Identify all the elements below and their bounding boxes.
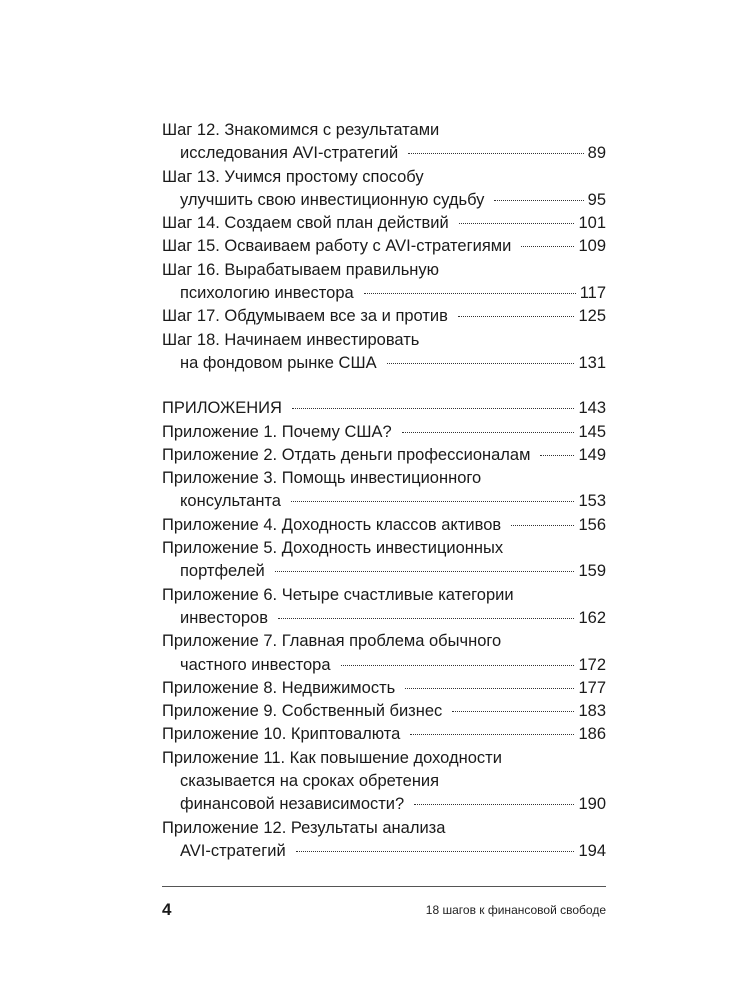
dot-leader	[511, 525, 574, 526]
dot-leader	[275, 571, 575, 572]
appendix-entry-line[interactable]	[162, 700, 606, 723]
step-entry-line[interactable]	[162, 166, 606, 189]
appendix-entry-title: Приложение 5. Доходность инвестиционных	[162, 539, 504, 558]
step-entry-title: исследования AVI-стратегий	[180, 144, 399, 163]
appendix-entry-line[interactable]	[162, 723, 606, 746]
appendix-entry-title: Приложение 9. Собственный бизнес	[162, 702, 443, 721]
appendix-entry-title: сказывается на сроках обретения	[180, 772, 440, 791]
appendix-entry-page: 190	[578, 795, 606, 814]
step-entry-line[interactable]	[162, 142, 606, 165]
dot-leader	[458, 316, 575, 317]
step-entry-page: 101	[578, 214, 606, 233]
step-entry-page: 95	[587, 190, 606, 209]
appendix-entry-line[interactable]	[162, 537, 606, 560]
appendix-entry-title: Приложение 4. Доходность классов активов	[162, 515, 502, 534]
dot-leader	[521, 246, 574, 247]
table-of-contents	[162, 119, 606, 863]
appendix-entry-line[interactable]	[162, 467, 606, 490]
appendix-entry-line[interactable]	[162, 421, 606, 444]
appendix-entry-title: Приложение 2. Отдать деньги профессионалам	[162, 445, 531, 464]
step-entry-line[interactable]	[162, 305, 606, 328]
step-entry-title: Шаг 12. Знакомимся с результатами	[162, 121, 440, 139]
appendix-entry-line[interactable]	[162, 514, 606, 537]
dot-leader	[540, 455, 574, 456]
step-entry-page: 89	[587, 144, 606, 163]
step-entry-line[interactable]	[162, 189, 606, 212]
appendix-entry-title: Приложение 12. Результаты анализа	[162, 818, 446, 837]
appendix-entry-line[interactable]	[162, 840, 606, 863]
appendix-entry-page: 177	[578, 678, 606, 697]
step-entry-title: психологию инвестора	[180, 284, 354, 303]
appendix-header-entry[interactable]	[162, 397, 606, 420]
appendix-entry-page: 162	[578, 608, 606, 627]
appendix-entry-page: 145	[578, 422, 606, 441]
appendix-entry-title: Приложение 10. Криптовалюта	[162, 725, 401, 744]
step-entry-page: 109	[578, 237, 606, 256]
footer-rule	[162, 886, 606, 887]
appendix-entry-line[interactable]	[162, 490, 606, 513]
step-entry-page: 131	[578, 353, 606, 372]
step-entry-page: 117	[579, 284, 606, 303]
appendix-entry-title: Приложение 1. Почему США?	[162, 422, 392, 441]
step-entry-title: на фондовом рынке США	[180, 353, 377, 372]
appendix-entry-line[interactable]	[162, 444, 606, 467]
dot-leader	[291, 501, 574, 502]
appendix-header-title: ПРИЛОЖЕНИЯ	[162, 399, 282, 418]
appendix-entry-title: AVI-стратегий	[180, 841, 286, 860]
appendix-entry-page: 149	[578, 445, 606, 464]
appendix-entry-line[interactable]	[162, 770, 606, 793]
appendix-entry-line[interactable]	[162, 793, 606, 816]
appendix-entry-page: 194	[578, 841, 606, 860]
appendix-entry-title: частного инвестора	[180, 655, 331, 674]
appendix-entry-line[interactable]	[162, 817, 606, 840]
appendix-entry-page: 172	[578, 655, 606, 674]
appendices-section	[162, 421, 606, 864]
step-entry-line[interactable]	[162, 119, 606, 142]
appendix-entry-title: Приложение 8. Недвижимость	[162, 678, 396, 697]
appendix-entry-title: портфелей	[180, 562, 265, 581]
step-entry-line[interactable]	[162, 235, 606, 258]
appendix-entry-page: 153	[578, 492, 606, 511]
appendix-entry-title: Приложение 3. Помощь инвестиционного	[162, 469, 482, 488]
step-entry-title: Шаг 13. Учимся простому способу	[162, 167, 424, 186]
appendix-entry-page: 186	[578, 725, 606, 744]
appendix-entry-title: финансовой независимости?	[180, 795, 405, 814]
dot-leader	[278, 618, 574, 619]
appendix-entry-page: 183	[578, 702, 606, 721]
appendix-entry-title: Приложение 7. Главная проблема обычного	[162, 632, 502, 651]
appendix-entry-line[interactable]	[162, 630, 606, 653]
dot-leader	[408, 153, 583, 154]
step-entry-title: Шаг 16. Вырабатываем правильную	[162, 260, 440, 279]
step-entry-line[interactable]	[162, 259, 606, 282]
step-entry-page: 125	[578, 307, 606, 326]
step-entry-line[interactable]	[162, 329, 606, 352]
step-entry-line[interactable]	[162, 282, 606, 305]
dot-leader	[364, 293, 576, 294]
step-entry-title: Шаг 17. Обдумываем все за и против	[162, 307, 448, 326]
appendix-entry-line[interactable]	[162, 654, 606, 677]
appendix-entry-line[interactable]	[162, 607, 606, 630]
step-entry-title: Шаг 14. Создаем свой план действий	[162, 214, 449, 233]
dot-leader	[292, 408, 575, 409]
dot-leader	[296, 851, 575, 852]
dot-leader	[410, 734, 574, 735]
step-entry-line[interactable]	[162, 352, 606, 375]
dot-leader	[459, 223, 575, 224]
appendix-entry-line[interactable]	[162, 584, 606, 607]
dot-leader	[494, 200, 583, 201]
appendix-entry-title: Приложение 11. Как повышение доходности	[162, 748, 502, 767]
appendix-entry-line[interactable]	[162, 560, 606, 583]
appendix-entry-title: консультанта	[180, 492, 281, 511]
appendix-entry-line[interactable]	[162, 747, 606, 770]
step-entry-title: Шаг 18. Начинаем инвестировать	[162, 330, 420, 349]
appendix-header-page: 143	[578, 399, 606, 418]
dot-leader	[341, 665, 575, 666]
dot-leader	[402, 432, 575, 433]
steps-section	[162, 119, 606, 375]
appendix-entry-page: 156	[578, 515, 606, 534]
step-entry-line[interactable]	[162, 212, 606, 235]
page-number: 4	[162, 900, 172, 919]
step-entry-title: Шаг 15. Осваиваем работу с AVI-стратегиями	[162, 237, 512, 256]
section-gap	[162, 375, 606, 397]
appendix-entry-title: инвесторов	[180, 608, 269, 627]
dot-leader	[414, 804, 574, 805]
running-title: 18 шагов к финансовой свободе	[425, 903, 606, 917]
dot-leader	[387, 363, 575, 364]
appendix-entry-line[interactable]	[162, 677, 606, 700]
appendix-entry-title: Приложение 6. Четыре счастливые категории	[162, 585, 514, 604]
dot-leader	[405, 688, 574, 689]
appendix-entry-page: 159	[578, 562, 606, 581]
step-entry-title: улучшить свою инвестиционную судьбу	[180, 190, 485, 209]
dot-leader	[452, 711, 574, 712]
